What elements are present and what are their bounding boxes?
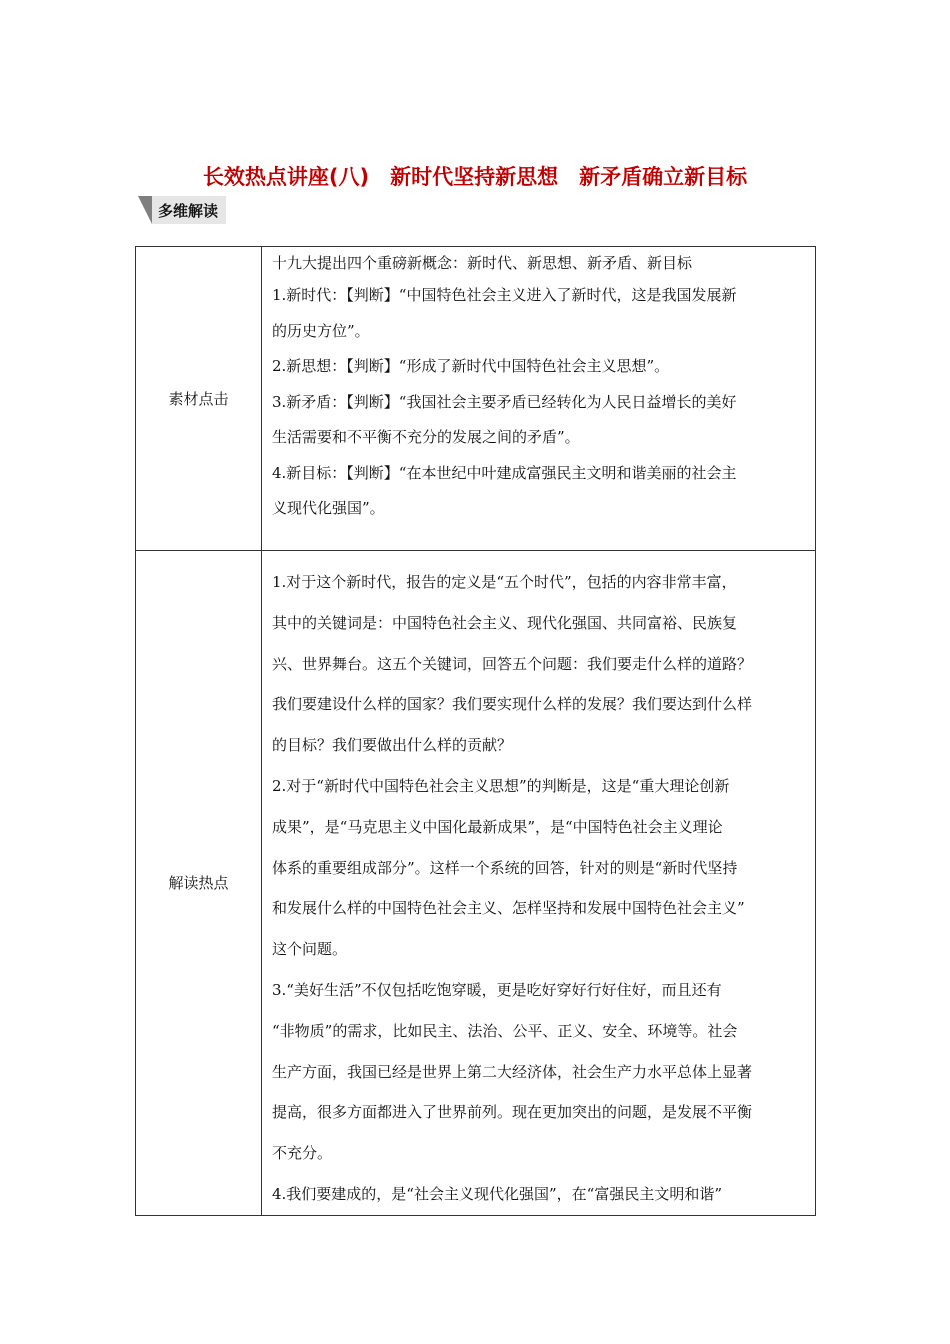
content-table <box>135 246 816 1216</box>
page-title: 长效热点讲座(八) 新时代坚持新思想 新矛盾确立新目标 <box>202 165 748 189</box>
text-line: 成果”，是“马克思主义中国化最新成果”，是“中国特色社会主义理论 <box>272 817 723 836</box>
text-line: 体系的重要组成部分”。这样一个系统的回答，针对的则是“新时代坚持 <box>272 858 738 877</box>
text-line: 1.对于这个新时代，报告的定义是“五个时代”，包括的内容非常丰富， <box>272 573 737 591</box>
section-label: 多维解读 <box>152 196 226 224</box>
row-content <box>262 551 816 1216</box>
table-row <box>136 247 816 551</box>
text-line: 4.新目标：【判断】“在本世纪中叶建成富强民主文明和谐美丽的社会主 <box>272 463 737 482</box>
text-line: 义现代化强国”。 <box>272 499 385 517</box>
text-line: 兴、世界舞台。这五个关键词，回答五个问题：我们要走什么样的道路？ <box>272 654 753 673</box>
text-line: 这个问题。 <box>272 940 348 959</box>
text-line: 2.新思想：【判断】“形成了新时代中国特色社会主义思想”。 <box>272 357 670 375</box>
text-line: 我们要建设什么样的国家？我们要实现什么样的发展？我们要达到什么样 <box>272 695 753 714</box>
text-line: 和发展什么样的中国特色社会主义、怎样坚持和发展中国特色社会主义” <box>272 899 745 918</box>
text-line: 3.新矛盾：【判断】“我国社会主要矛盾已经转化为人民日益增长的美好 <box>272 392 737 411</box>
row-content <box>262 247 816 551</box>
text-line: 生活需要和不平衡不充分的发展之间的矛盾”。 <box>272 428 580 446</box>
text-line: 2.对于“新时代中国特色社会主义思想”的判断是，这是“重大理论创新 <box>272 776 730 795</box>
text-line: 提高，很多方面都进入了世界前列。现在更加突出的问题，是发展不平衡 <box>272 1103 753 1122</box>
text-line: 生产方面，我国已经是世界上第二大经济体，社会生产力水平总体上显著 <box>272 1062 753 1081</box>
text-line: 十九大提出四个重磅新概念：新时代、新思想、新矛盾、新目标 <box>272 254 693 272</box>
row-label: 解读热点 <box>136 551 262 1216</box>
text-line: 其中的关键词是：中国特色社会主义、现代化强国、共同富裕、民族复 <box>272 613 738 632</box>
text-line: “非物质”的需求，比如民主、法治、公平、正义、安全、环境等。社会 <box>272 1021 738 1040</box>
text-line: 的目标？我们要做出什么样的贡献？ <box>272 736 513 755</box>
table-row <box>136 551 816 1216</box>
section-tag <box>138 196 226 224</box>
text-line: 3.“美好生活”不仅包括吃饱穿暖，更是吃好穿好行好住好，而且还有 <box>272 980 722 999</box>
text-line: 的历史方位”。 <box>272 321 370 340</box>
text-line: 4.我们要建成的，是“社会主义现代化强国”，在“富强民主文明和谐” <box>272 1184 722 1203</box>
text-line: 1.新时代：【判断】“中国特色社会主义进入了新时代，这是我国发展新 <box>272 286 737 304</box>
text-line: 不充分。 <box>272 1144 333 1163</box>
triangle-marker-icon <box>138 196 152 224</box>
row-label: 素材点击 <box>136 247 262 551</box>
